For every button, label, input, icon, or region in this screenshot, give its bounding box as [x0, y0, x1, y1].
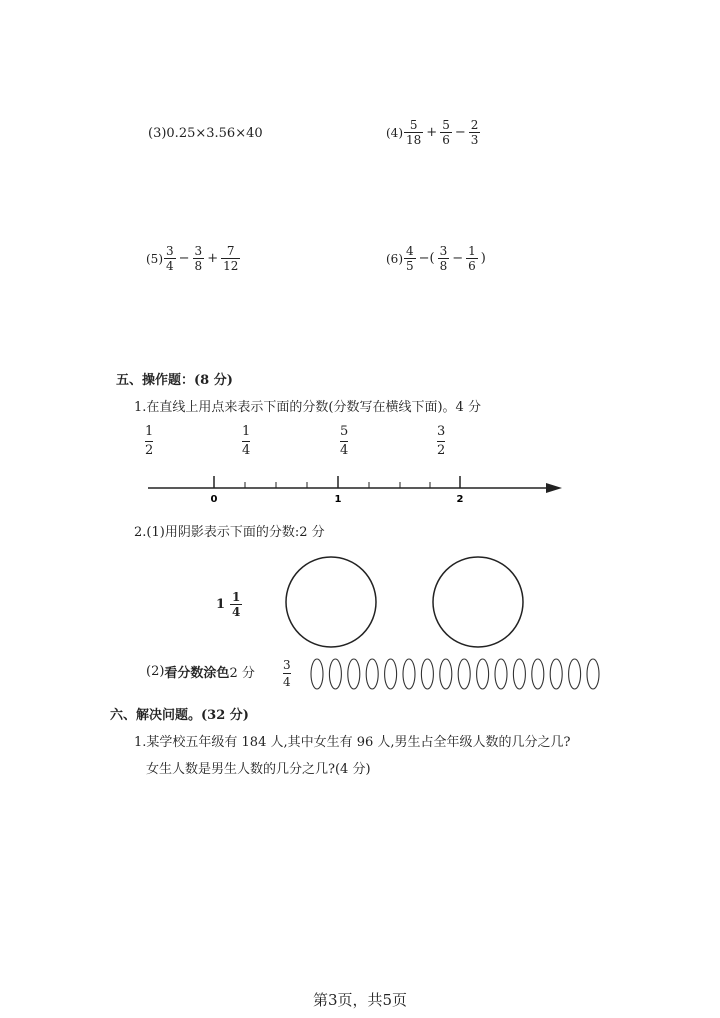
problem-label: (5) [146, 251, 163, 266]
tick-label-0: 0 [210, 494, 218, 505]
operator: − [452, 251, 464, 266]
numerator: 5 [340, 424, 349, 439]
fraction [221, 244, 240, 273]
oval [532, 659, 544, 689]
fraction [404, 118, 423, 147]
oval [348, 659, 360, 689]
fraction [164, 244, 176, 273]
question-5-1: 1.在直线上用点来表示下面的分数(分数写在横线下面)。4 分 [134, 400, 481, 415]
oval [366, 659, 378, 689]
oval-row [308, 656, 608, 692]
numerator: 4 [406, 244, 414, 258]
denominator: 2 [437, 443, 446, 458]
circle-1 [282, 556, 380, 648]
oval [421, 659, 433, 689]
fraction-1-4 [242, 424, 250, 459]
denominator: 8 [439, 259, 448, 273]
oval [311, 659, 323, 689]
fraction [440, 118, 452, 147]
operator: ) [480, 251, 486, 266]
oval [495, 659, 507, 689]
fraction-5-4 [340, 424, 348, 459]
operator: + [207, 251, 219, 266]
question-5-2-1: 2.(1)用阴影表示下面的分数:2 分 [134, 525, 325, 540]
numerator: 3 [439, 244, 448, 258]
denominator: 4 [283, 675, 291, 689]
denominator: 4 [242, 443, 251, 458]
question-bold-text: 看分数涂色 [164, 666, 230, 681]
problem-label: (6) [386, 251, 403, 266]
denominator: 6 [442, 133, 450, 147]
whole-part: 1 [216, 597, 226, 612]
oval [550, 659, 562, 689]
tick-label-1: 1 [334, 494, 342, 505]
numerator: 2 [470, 118, 479, 132]
oval [587, 659, 599, 689]
denominator: 4 [340, 443, 349, 458]
denominator: 3 [470, 133, 479, 147]
question-6-1-line1: 1.某学校五年级有 184 人,其中女生有 96 人,男生占全年级人数的几分之几? [134, 735, 571, 750]
fraction-3-2 [437, 424, 445, 459]
oval [440, 659, 452, 689]
numerator: 5 [442, 118, 450, 132]
oval [458, 659, 470, 689]
fraction [404, 244, 416, 273]
numerator: 3 [194, 244, 203, 258]
fraction-1-2 [145, 424, 153, 459]
denominator: 18 [406, 133, 422, 147]
numerator: 1 [232, 590, 241, 604]
denominator: 4 [166, 259, 174, 273]
section-5-title: 五、操作题：(8 分) [116, 373, 233, 388]
numerator: 3 [283, 658, 291, 672]
denominator: 4 [232, 605, 241, 619]
numerator: 1 [242, 424, 251, 439]
fraction-3-4 [283, 658, 291, 689]
problem-4 [386, 118, 481, 147]
operator: − [454, 125, 466, 140]
denominator: 8 [194, 259, 203, 273]
operator: − [178, 251, 190, 266]
oval [403, 659, 415, 689]
mixed-number [216, 590, 243, 619]
section-6-title: 六、解决问题。(32 分) [110, 708, 249, 723]
question-prefix: (2) [146, 664, 165, 679]
arrow-head-icon [546, 483, 562, 493]
numerator: 3 [166, 244, 174, 258]
problem-5 [146, 244, 241, 273]
fraction [438, 244, 450, 273]
oval [329, 659, 341, 689]
fraction [469, 118, 481, 147]
oval [385, 659, 397, 689]
denominator: 12 [223, 259, 239, 273]
question-points: 2 分 [229, 666, 255, 681]
tick-label-2: 2 [456, 494, 464, 505]
oval [569, 659, 581, 689]
problem-3: (3)0.25×3.56×40 [148, 126, 263, 141]
operator: −( [418, 251, 435, 266]
numerator: 5 [409, 118, 418, 132]
denominator: 5 [406, 259, 414, 273]
oval [513, 659, 525, 689]
fraction [193, 244, 205, 273]
question-5-2-2 [146, 662, 255, 681]
numerator: 7 [226, 244, 235, 258]
numerator: 3 [437, 424, 446, 439]
circle-2 [430, 556, 528, 648]
denominator: 6 [468, 259, 476, 273]
number-line-ticks [214, 476, 460, 488]
question-6-1-line2: 女生人数是男生人数的几分之几?(4 分) [146, 762, 371, 777]
problem-6 [386, 244, 488, 273]
page-footer: 第3页，共5页 [312, 991, 408, 1009]
denominator: 2 [145, 443, 154, 458]
oval [477, 659, 489, 689]
number-line [140, 466, 570, 506]
operator: + [426, 125, 438, 140]
fraction [230, 590, 242, 619]
numerator: 1 [145, 424, 154, 439]
numerator: 1 [468, 244, 476, 258]
fraction [466, 244, 478, 273]
problem-label: (4) [386, 125, 403, 140]
